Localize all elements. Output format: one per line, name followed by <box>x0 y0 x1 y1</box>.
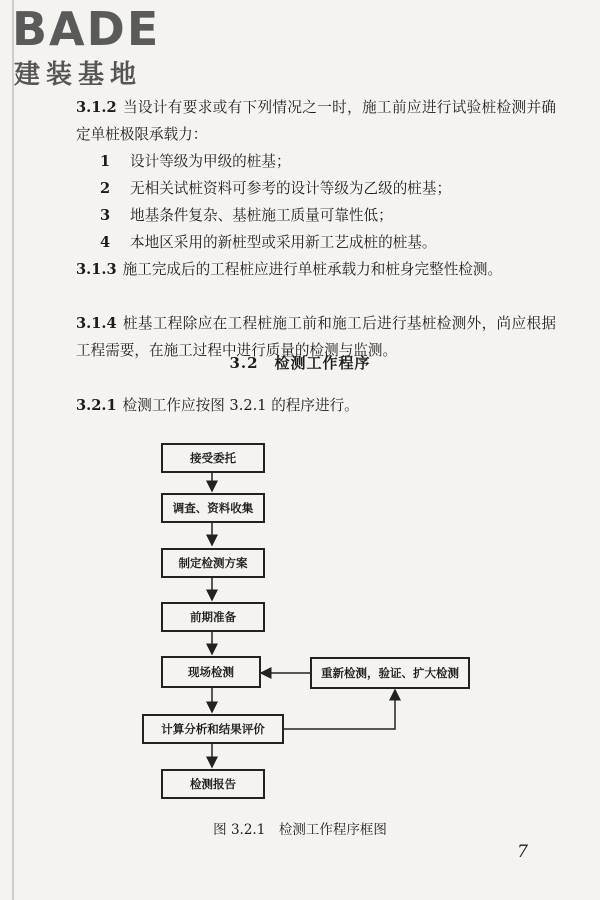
item-number: 4 <box>100 234 111 251</box>
step-make-test-plan: 制定检测方案 <box>161 548 265 578</box>
item-text: 本地区采用的新桩型或采用新工艺成桩的桩基。 <box>130 234 437 251</box>
clause-text: 检测工作应按图 3.2.1 的程序进行。 <box>122 397 359 414</box>
clause-number: 3.2.1 <box>76 397 117 414</box>
clause-number: 3.1.4 <box>76 315 117 332</box>
figure-caption: 图 3.2.1 检测工作程序框图 <box>213 822 387 838</box>
step-field-testing: 现场检测 <box>161 656 261 688</box>
clause-number: 3.1.2 <box>76 99 117 116</box>
clause-number: 3.1.3 <box>76 261 117 278</box>
item-text: 设计等级为甲级的桩基； <box>130 153 291 170</box>
item-number: 2 <box>100 180 111 197</box>
step-preparation: 前期准备 <box>161 602 265 632</box>
step-survey-data-collection: 调查、资料收集 <box>161 493 265 523</box>
item-number: 1 <box>100 153 111 170</box>
step-accept-commission: 接受委托 <box>161 443 265 473</box>
item-text: 地基条件复杂、基桩施工质量可靠性低； <box>130 207 393 224</box>
clause-text: 施工完成后的工程桩应进行单桩承载力和桩身完整性检测。 <box>122 261 503 278</box>
feedback-retest-box: 重新检测，验证、扩大检测 <box>310 657 470 689</box>
logo-subtitle: 建装基地 <box>14 60 143 90</box>
item-text: 无相关试桩资料可参考的设计等级为乙级的桩基； <box>130 180 452 197</box>
feedback-line-up <box>284 690 395 729</box>
section-title: 3.2 检测工作程序 <box>229 354 371 372</box>
step-analysis-evaluation: 计算分析和结果评价 <box>142 714 284 744</box>
step-test-report: 检测报告 <box>161 769 265 799</box>
clause-text: 桩基工程除应在工程桩施工前和施工后进行基桩检测外，尚应根据工程需要，在施工过程中进行质量的检测与监测。 <box>76 315 556 359</box>
logo-word: BADE <box>12 2 161 56</box>
page-number: 7 <box>517 842 528 862</box>
item-number: 3 <box>100 207 111 224</box>
clause-text: 当设计有要求或有下列情况之一时，施工前应进行试验桩检测并确定单桩极限承载力： <box>76 99 556 143</box>
